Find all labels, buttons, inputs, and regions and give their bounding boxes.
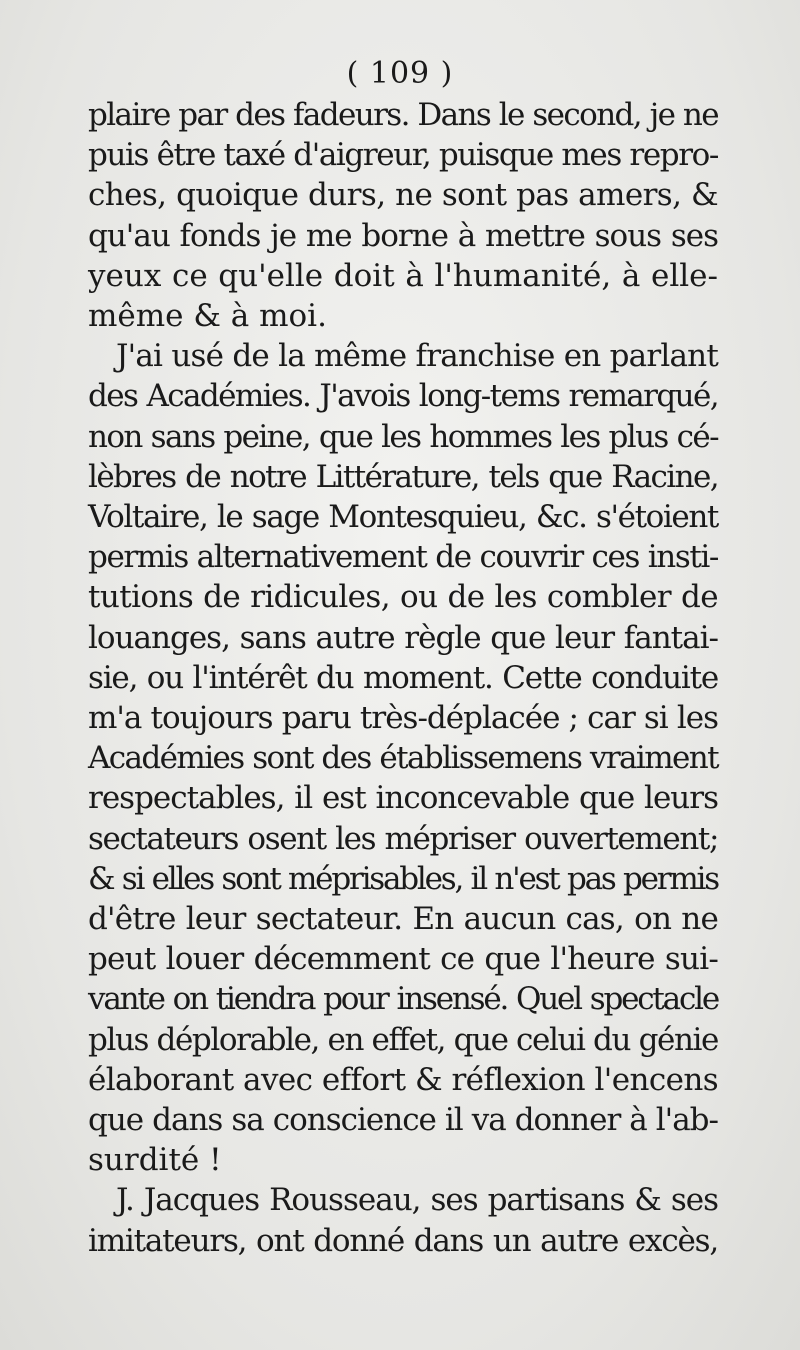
text-line: louanges, sans autre règle que leur fantai- xyxy=(88,619,718,656)
text-line: non sans peine, que les hommes les plus cé- xyxy=(88,418,718,455)
body-text xyxy=(88,95,718,1261)
text-line: ches, quoique durs, ne sont pas amers, & xyxy=(88,177,718,214)
text-line: J. Jacques Rousseau, ses partisans & ses xyxy=(116,1182,718,1219)
text-line: J'ai usé de la même franchise en parlant xyxy=(116,338,718,375)
text-line: Académies sont des établissemens vraiment xyxy=(88,740,718,777)
text-line: même & à moi. xyxy=(88,298,327,335)
text-line: surdité ! xyxy=(88,1142,222,1179)
text-line: sectateurs osent les mépriser ouvertement; xyxy=(88,820,718,857)
text-line: m'a toujours paru très-déplacée ; car si les xyxy=(88,700,718,737)
text-line: tutions de ridicules, ou de les combler de xyxy=(88,579,718,616)
text-line: lèbres de notre Littérature, tels que Racine, xyxy=(88,458,718,495)
text-line: peut louer décemment ce que l'heure sui- xyxy=(88,941,718,978)
text-line: des Académies. J'avois long-tems remarqué, xyxy=(88,378,718,415)
text-line: puis être taxé d'aigreur, puisque mes repro- xyxy=(88,137,718,174)
text-line: d'être leur sectateur. En aucun cas, on ne xyxy=(88,901,718,938)
text-line: que dans sa conscience il va donner à l'ab- xyxy=(88,1102,718,1139)
page-number: ( 109 ) xyxy=(346,56,454,91)
text-line: & si elles sont méprisables, il n'est pas permis xyxy=(88,860,718,897)
text-line: plus déplorable, en effet, que celui du génie xyxy=(88,1021,718,1058)
text-line: vante on tiendra pour insensé. Quel spectacle xyxy=(88,981,718,1018)
text-line: permis alternativement de couvrir ces insti- xyxy=(88,539,718,576)
text-line: yeux ce qu'elle doit à l'humanité, à elle- xyxy=(88,257,718,294)
text-line: imitateurs, ont donné dans un autre excès, xyxy=(88,1222,718,1259)
text-line: Voltaire, le sage Montesquieu, &c. s'étoient xyxy=(88,499,718,536)
text-line: plaire par des fadeurs. Dans le second, je ne xyxy=(88,97,718,133)
text-line: respectables, il est inconcevable que leurs xyxy=(88,780,718,817)
text-line: élaborant avec effort & réflexion l'encens xyxy=(88,1061,718,1098)
text-line: qu'au fonds je me borne à mettre sous ses xyxy=(88,217,718,254)
text-line: sie, ou l'intérêt du moment. Cette conduite xyxy=(88,659,718,696)
